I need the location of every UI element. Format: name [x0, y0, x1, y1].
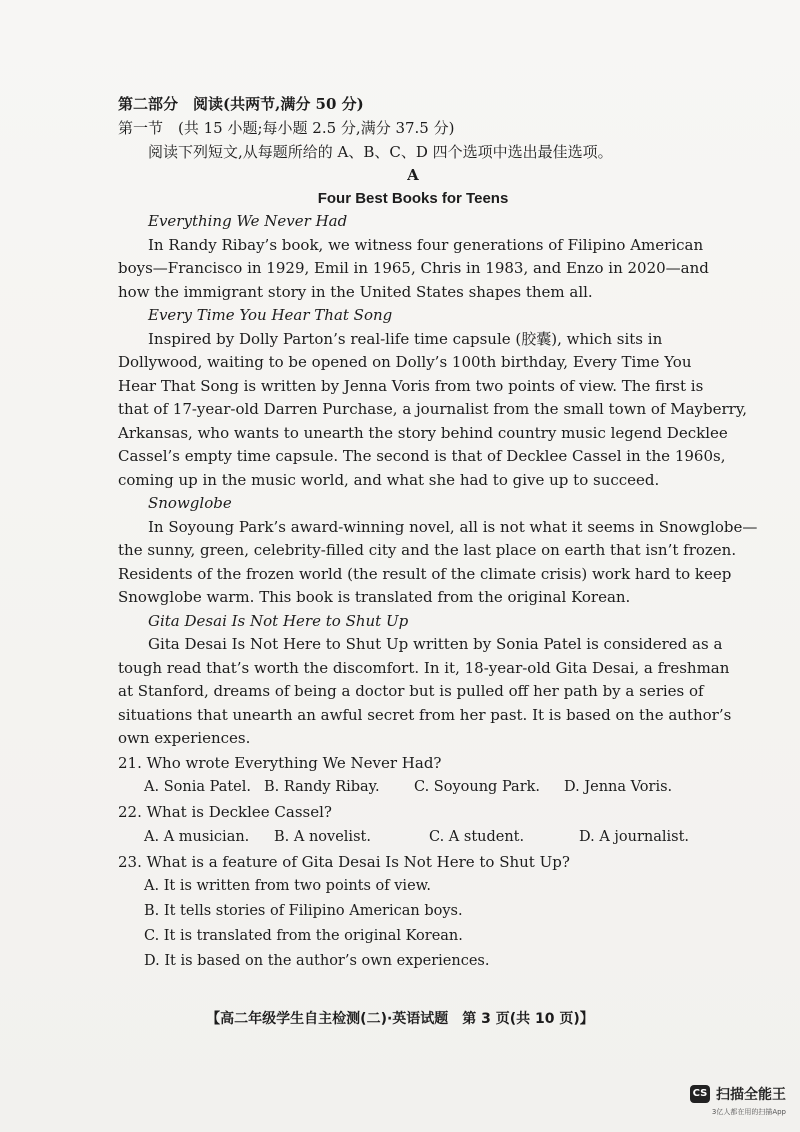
option-b[interactable]: B. Randy Ribay.	[264, 779, 380, 795]
text-line: that of 17-year-old Darren Purchase, a journalist from the small town of Mayberry,	[118, 400, 748, 418]
option-b[interactable]: B. A novelist.	[274, 828, 371, 845]
text-line: tough read that’s worth the discomfort. In it, 18-year-old Gita Desai, a freshman	[118, 658, 730, 677]
book-title: Gita Desai Is Not Here to Shut Up	[148, 611, 409, 630]
text-line: Gita Desai Is Not Here to Shut Up written by Sonia Patel is considered as a	[148, 635, 723, 653]
text-line: Arkansas, who wants to unearth the story behind country music legend Decklee	[118, 423, 728, 442]
text-line: own experiences.	[118, 729, 251, 747]
question-stem: 21. Who wrote Everything We Never Had?	[118, 753, 442, 772]
scanner-watermark	[690, 1084, 786, 1117]
text-line: Cassel’s empty time capsule. The second is that of Decklee Cassel in the 1960s,	[118, 447, 726, 465]
section-title: 第一节 (共 15 小题;每小题 2.5 分,满分 37.5 分)	[118, 119, 455, 137]
option-c[interactable]: C. Soyoung Park.	[414, 779, 541, 795]
text-line: situations that unearth an awful secret from her past. It is based on the author’s	[118, 705, 732, 724]
book-title: Everything We Never Had	[148, 212, 348, 230]
passage-title: Four Best Books for Teens	[317, 190, 509, 207]
text-line: how the immigrant story in the United States shapes them all.	[118, 282, 593, 301]
option-a[interactable]: A. Sonia Patel.	[144, 779, 251, 795]
text-line: Dollywood, waiting to be opened on Dolly’s 100th birthday, Every Time You	[118, 353, 692, 371]
book-title: Every Time You Hear That Song	[148, 306, 393, 324]
page-content	[118, 92, 758, 974]
passage-letter: A	[407, 166, 419, 184]
text-line: the sunny, green, celebrity-filled city and the last place on earth that isn’t frozen.	[118, 541, 737, 559]
option-a[interactable]: A. It is written from two points of view.	[144, 878, 431, 894]
page-footer: 【高二年级学生自主检测(二)·英语试题 第 3 页(共 10 页)】	[206, 1011, 594, 1027]
option-c[interactable]: C. It is translated from the original Korean.	[144, 928, 463, 944]
watermark-subtitle: 3亿人都在用的扫描App	[711, 1108, 786, 1116]
watermark-name: 扫描全能王	[716, 1087, 786, 1103]
book-title: Snowglobe	[148, 494, 232, 512]
option-c[interactable]: C. A student.	[429, 828, 525, 845]
text-line: at Stanford, dreams of being a doctor but is pulled off her path by a series of	[118, 682, 704, 700]
question-stem: 23. What is a feature of Gita Desai Is Not Here to Shut Up?	[118, 852, 570, 871]
text-line: Inspired by Dolly Parton’s real-life time capsule (胶囊), which sits in	[148, 329, 663, 348]
question-options	[118, 825, 708, 850]
option-d[interactable]: D. It is based on the author’s own experiences.	[144, 953, 490, 969]
text-line: boys—Francisco in 1929, Emil in 1965, Chris in 1983, and Enzo in 2020—and	[118, 259, 709, 277]
text-line: In Soyoung Park’s award-winning novel, all is not what it seems in Snowglobe—	[148, 517, 758, 536]
option-d[interactable]: D. A journalist.	[579, 828, 690, 845]
text-line: Hear That Song is written by Jenna Voris from two points of view. The first is	[118, 376, 704, 395]
question-options	[118, 775, 708, 800]
text-line: Snowglobe warm. This book is translated from the original Korean.	[118, 588, 631, 606]
text-line: In Randy Ribay’s book, we witness four generations of Filipino American	[148, 235, 704, 254]
option-a[interactable]: A. A musician.	[144, 828, 250, 845]
instructions: 阅读下列短文,从每题所给的 A、B、C、D 四个选项中选出最佳选项。	[148, 143, 613, 161]
option-d[interactable]: D. Jenna Voris.	[564, 779, 673, 795]
text-line: Residents of the frozen world (the result of the climate crisis) work hard to keep	[118, 564, 732, 583]
option-b[interactable]: B. It tells stories of Filipino American boys.	[144, 903, 463, 919]
question-stem: 22. What is Decklee Cassel?	[118, 803, 332, 821]
part-title: 第二部分 阅读(共两节,满分 50 分)	[118, 95, 364, 113]
text-line: coming up in the music world, and what she had to give up to succeed.	[118, 470, 660, 489]
camscanner-logo: CS	[690, 1085, 710, 1103]
